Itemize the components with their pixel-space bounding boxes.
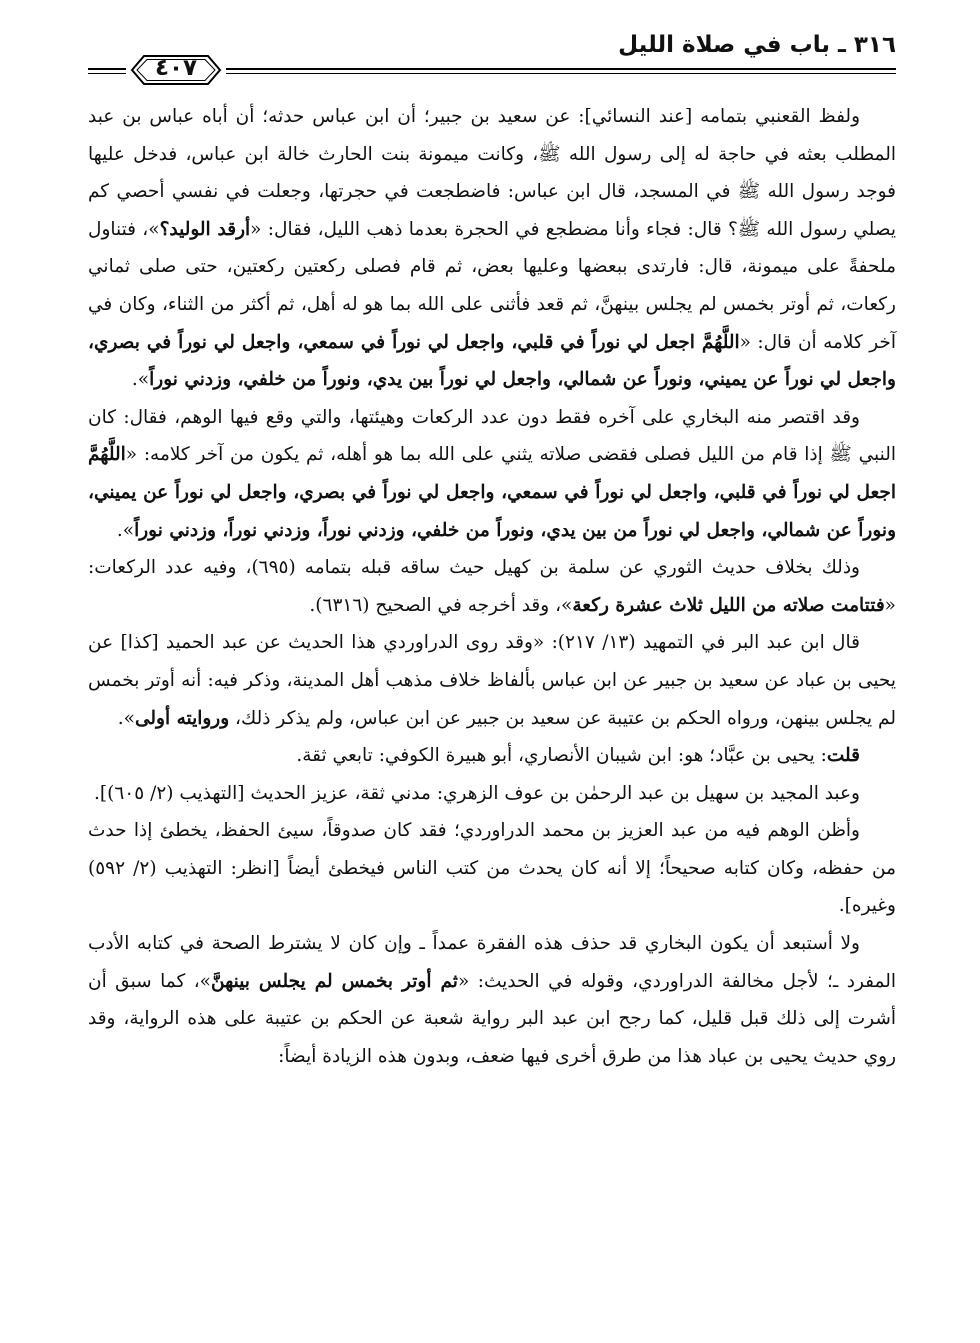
page-number: ٤٠٧ [154, 55, 198, 81]
text-segment: ولا أستبعد أن يكون البخاري قد حذف هذه الفقرة عمداً ـ وإن كان لا يشترط الصحة في كتابه الأدب المفرد ـ؛ لأجل مخالفة الدراوردي، وقوله في الحديث: « [88, 933, 897, 992]
text-segment: وأظن الوهم فيه من عبد العزيز بن محمد الدراوردي؛ فقد كان صدوقاً، سيئ الحفظ، يخطئ إذا حدث من حفظه، وكان كتابه صحيحاً؛ إلا أنه كان يحدث من كتب الناس فيخطئ أيضاً [انظر: التهذيب (٢/ ٥٩٢) وغيره]. [88, 820, 896, 917]
text-segment: : يحيى بن عبَّاد؛ هو: ابن شيبان الأنصاري، أبو هبيرة الكوفي: تابعي ثقة. [296, 745, 827, 767]
running-title: ٣١٦ ـ باب في صلاة الليل [618, 32, 896, 58]
bold-text-segment: اللَّهُمَّ اجعل لي نوراً في قلبي، واجعل لي نوراً في سمعي، واجعل لي نوراً في بصري، واجعل لي نوراً عن يميني، ونوراً عن شمالي، واجعل لي نوراً من بين يدي، ونوراً من خلفي، وزدني نوراً، وزدني نوراً، وزدني نوراً [88, 444, 896, 541]
paragraph [88, 737, 896, 775]
text-segment: وعبد المجيد بن سهيل بن عبد الرحمٰن بن عوف الزهري: مدني ثقة، عزيز الحديث [التهذيب (٢/ ٦٠٥)]. [94, 782, 860, 804]
paragraph [88, 399, 896, 549]
bold-text-segment: وروايته أولى [135, 707, 230, 729]
page-number-badge [126, 52, 226, 88]
text-segment: ». [116, 519, 135, 541]
text-segment: ». [117, 707, 135, 729]
paragraph [88, 549, 896, 624]
text-segment: وقد اقتصر منه البخاري على آخره فقط دون عدد الركعات وهيئتها، والتي وقع فيها الوهم، فقال: كان النبي ﷺ إذا قام من الليل فصلى فقضى صلاته يثني على الله بما هو أهله، ثم يكون من آخر كلامه: « [88, 406, 896, 466]
text-segment: وذلك بخلاف حديث الثوري عن سلمة بن كهيل حيث ساقه قبله بتمامه (٦٩٥)، وفيه عدد الركعات: « [88, 557, 896, 616]
paragraph [88, 925, 896, 1075]
text-segment: »، وقد أخرجه في الصحيح (٦٣١٦). [309, 594, 573, 616]
paragraph [88, 812, 896, 925]
bold-text-segment: ثم أوتر بخمس لم يجلس بينهنَّ [211, 970, 458, 992]
bold-text-segment: فتتامت صلاته من الليل ثلاث عشرة ركعة [572, 594, 885, 616]
paragraph [88, 624, 896, 737]
bold-text-segment: أرقد الوليد؟ [159, 218, 251, 240]
body-text [88, 98, 896, 1075]
text-segment: ولفظ القعنبي بتمامه [عند النسائي]: عن سعيد بن جبير؛ أن ابن عباس حدثه؛ أن أباه عباس بن عبد المطلب بعثه في حاجة له إلى رسول الله ﷺ، وكانت ميمونة بنت الحارث خالة ابن عباس، فدخل عليها فوجد رسول الله ﷺ في المسجد، قال ابن عباس: فاضطجعت في حجرتها، وجعلت في نفسي أحصي كم يصلي رسول الله ﷺ؟ قال: فجاء وأنا مضطجع في الحجرة بعدما ذهب الليل، فقال: « [88, 106, 896, 240]
paragraph [88, 98, 896, 399]
text-segment: »، كما سبق أن أشرت إلى ذلك قبل قليل، كما رجح ابن عبد البر رواية شعبة عن الحكم بن عتيبة على هذه الرواية، وقد روي حديث يحيى بن عباد هذا من طرق أخرى فيها ضعف، وبدون هذه الزيادة أيضاً: [88, 970, 896, 1067]
page-header [88, 30, 896, 80]
text-segment: ». [131, 369, 150, 391]
paragraph [88, 775, 896, 813]
bold-text-segment: قلت [826, 745, 860, 767]
text-segment: »، فتناول ملحفةً على ميمونة، قال: فارتدى ببعضها وعليها بعض، ثم قام فصلى ركعتين ركعتين، حتى صلى ثماني ركعات، ثم أوتر بخمس لم يجلس بينهنَّ، ثم قعد فأثنى على الله بما هو له أهل، ثم أكثر من الثناء، وكان في آخر كلامه أن قال: « [88, 218, 896, 353]
bold-text-segment: اللَّهُمَّ اجعل لي نوراً في قلبي، واجعل لي نوراً في سمعي، واجعل لي نوراً في بصري، واجعل لي نوراً عن يميني، ونوراً عن شمالي، واجعل لي نوراً بين يدي، ونوراً من خلفي، وزدني نوراً [88, 331, 896, 391]
text-segment: قال ابن عبد البر في التمهيد (١٣/ ٢١٧): «وقد روى الدراوردي هذا الحديث عن عبد الحميد [كذا] عن يحيى بن عباد عن سعيد بن جبير عن ابن عباس بألفاظ خلاف مذهب أهل المدينة، وذكر فيه: أنه أوتر بخمس لم يجلس بينهن، ورواه الحكم بن عتيبة عن سعيد بن جبير عن ابن عباس، ولم يذكر ذلك، [88, 632, 896, 729]
